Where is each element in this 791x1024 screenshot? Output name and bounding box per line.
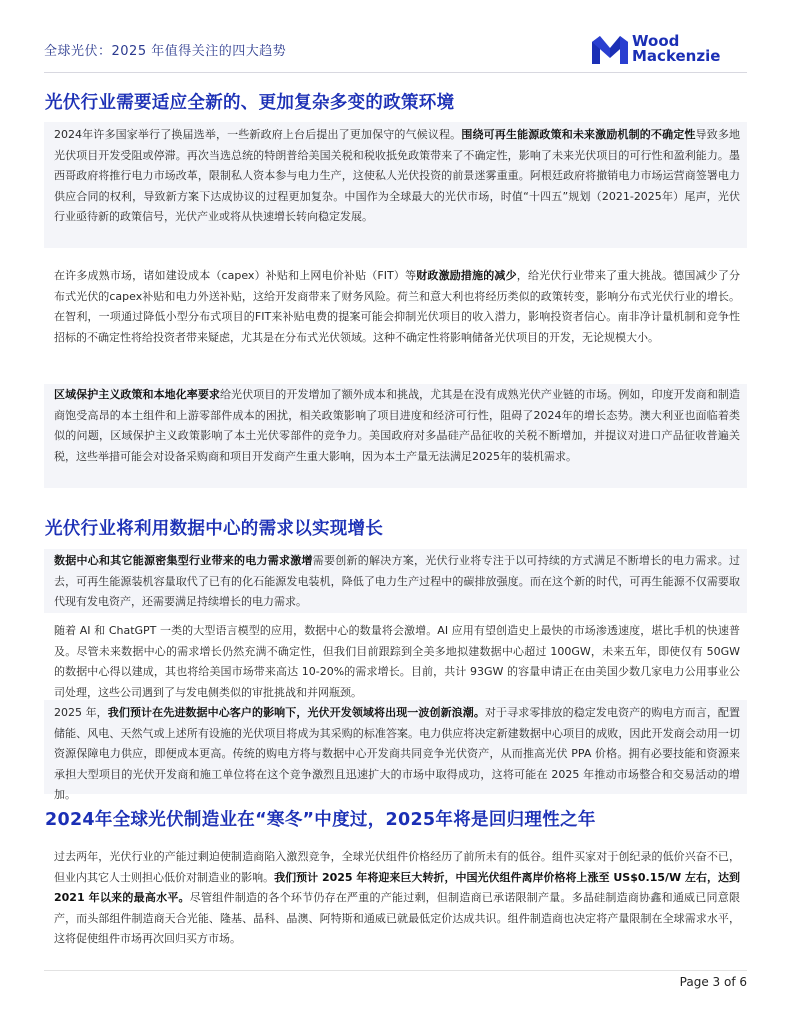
bold-text-run: 财政激励措施的减少 (416, 269, 517, 282)
page-number: Page 3 of 6 (679, 975, 747, 989)
text-run: ，给光伏行业带来了重大挑战。德国减少了分布式光伏的capex补贴和电力外送补贴，这给开发商带来了财务风险。荷兰和意大利也将经历类似的政策转变，影响分布式光伏行业的增长。在智利，一项通过降低小型分布式项目的FIT来补贴电费的提案可能会抑制光伏项目的收入潜力，影响投资者信心。南非净计量机制和竞争性招标的不确定性将给投资者带来疑虑，尤其是在分布式光伏领域。这种不确定性将影响储备光伏项目的开发，无论规模大小。 (54, 269, 741, 344)
footer-divider (44, 970, 747, 971)
section-heading-manufacturing: 2024年全球光伏制造业在“寒冬”中度过，2025年将是回归理性之年 (45, 810, 596, 830)
text-run: 过去两年，光伏行业的产能过剩迫使制造商陷入激烈竞争，全球光伏组件价格经历了前所未有的低谷。组件买家对于创纪录的低价兴奋不已，但业内其它人士则担心低价对制造业的影响。 (54, 850, 740, 884)
paragraph (54, 385, 740, 467)
text-run: 在许多成熟市场，诸如建设成本（capex）补贴和上网电价补贴（FIT）等 (54, 269, 417, 282)
text-run: 需要创新的解决方案，光伏行业将专注于以可持续的方式满足不断增长的电力需求。过去，可再生能源装机容量取代了已有的化石能源发电装机，降低了电力生产过程中的碳排放强度。而在这个新的时代，可再生能源不仅需要取代现有发电资产，还需要满足持续增长的电力需求。 (54, 554, 740, 608)
bold-text-run: 我们预计在先进数据中心客户的影响下，光伏开发领域将出现一波创新浪潮。 (107, 706, 485, 719)
section-heading-datacenter: 光伏行业将利用数据中心的需求以实现增长 (45, 519, 384, 539)
paragraph (54, 703, 740, 806)
section-heading-policy: 光伏行业需要适应全新的、更加复杂多变的政策环境 (45, 93, 455, 113)
running-title: 全球光伏：2025 年值得关注的四大趋势 (44, 44, 287, 59)
paragraph (54, 847, 740, 950)
paragraph (54, 266, 740, 348)
text-run: 对于寻求零排放的稳定发电资产的购电方而言，配置储能、风电、天然气或上述所有设施的光伏项目将成为其采购的标准答案。电力供应将决定新建数据中心项目的成败，因此开发商会动用一切资源保障电力供应，即便成本更高。传统的购电方将与数据中心开发商共同竞争光伏资产，从而推高光伏 PPA 价格。拥有必要技能和资源来承担大型项目的光伏开发商和施工单位将在这个竞争激烈且迅速扩大的市场中取得成功，这将可能在 2025 年推动市场整合和交易活动的增加。 (54, 706, 741, 801)
header-divider (44, 72, 747, 73)
bold-text-run: 围绕可再生能源政策和未来激励机制的不确定性 (461, 128, 696, 141)
paragraph (54, 551, 740, 613)
wood-mackenzie-logo (592, 33, 752, 73)
text-run: 尽管组件制造的各个环节仍存在严重的产能过剩，但制造商已承诺限制产量。多晶硅制造商协鑫和通威已同意限产，而头部组件制造商天合光能、隆基、晶科、晶澳、阿特斯和通威已就最低定价达成共识。组件制造商也决定将产量限制在全球需求水平，这将促使组件市场再次回归买方市场。 (54, 891, 740, 945)
text-run: 2025 年， (54, 706, 108, 719)
text-run: 给光伏项目的开发增加了额外成本和挑战，尤其是在没有成熟光伏产业链的市场。例如，印度开发商和制造商饱受高昂的本土组件和上游零部件成本的困扰，相关政策影响了项目进度和经济可行性，阻碍了2024年的增长态势。澳大利亚也面临着类似的问题，区域保护主义政策影响了本土光伏零部件的竞争力。美国政府对多晶硅产品征收的关税不断增加，并提议对进口产品征收普遍关税，这些举措可能会对设备采购商和项目开发商产生重大影响，因为本土产量无法满足2025年的装机需求。 (54, 388, 740, 463)
wm-logo-icon (592, 36, 628, 64)
text-run: 随着 AI 和 ChatGPT 一类的大型语言模型的应用，数据中心的数量将会激增。AI 应用有望创造史上最快的市场渗透速度，堪比手机的快速普及。尽管未来数据中心的需求增长仍然充满不确定性，但我们目前跟踪到全美多地拟建数据中心超过 100GW，未来五年，即使仅有 50GW 的数据中心得以建成，其也将给美国市场带来高达 10-20%的需求增长。目前，共计 93GW 的容量申请正在由美国少数几家电力公用事业公司处理，这些公司遇到了与发电侧类似的审批挑战和并网瓶颈。 (54, 624, 740, 699)
bold-text-run: 区域保护主义政策和本地化率要求 (54, 388, 220, 401)
text-run: 2024年许多国家举行了换届选举，一些新政府上台后提出了更加保守的气候议程。 (54, 128, 462, 141)
logo-wordmark: Wood Mackenzie (632, 32, 721, 65)
bold-text-run: 我们预计 2025 年将迎来巨大转折，中国光伏组件离岸价格将上涨至 US$0.15/W 左右，达到 2021 年以来的最高水平。 (54, 870, 741, 904)
text-run: 导致多地光伏项目开发受阻或停滞。再次当选总统的特朗普给美国关税和税收抵免政策带来了不确定性，影响了未来光伏项目的可行性和盈利能力。墨西哥政府将推行电力市场改革，限制私人资本参与电力生产，这使私人光伏投资的前景迷雾重重。阿根廷政府将撤销电力市场运营商签署电力供应合同的权利，导致新方案下达成协议的过程更加复杂。中国作为全球最大的光伏市场，时值“十四五”规划（2021-2025年）尾声，光伏行业亟待新的政策信号，光伏产业或将从快速增长转向稳定发展。 (54, 128, 741, 223)
paragraph (54, 125, 740, 228)
paragraph (54, 621, 740, 703)
bold-text-run: 数据中心和其它能源密集型行业带来的电力需求激增 (54, 554, 313, 567)
